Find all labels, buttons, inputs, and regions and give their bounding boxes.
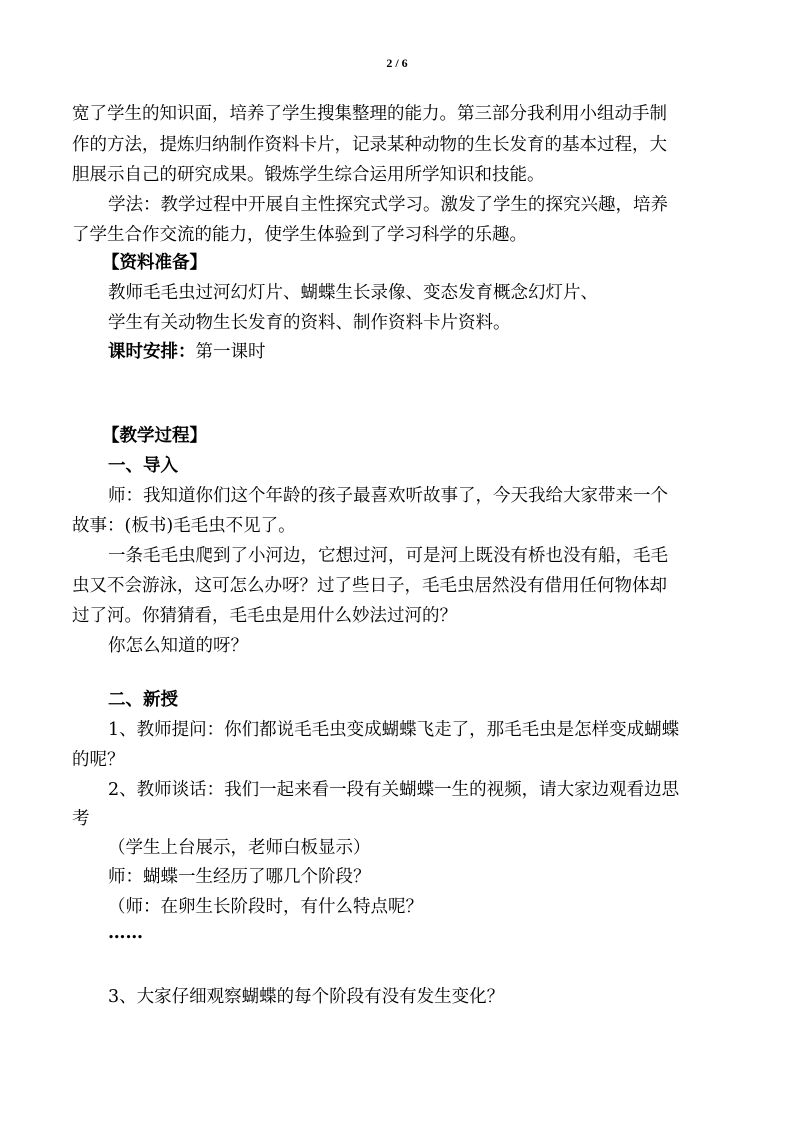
section-heading-process: 【教学过程】 — [102, 426, 207, 446]
paragraph-line: 虫又不会游泳，这可怎么办呀？过了些日子，毛毛虫居然没有借用任何物体却 — [72, 576, 667, 596]
paragraph-line: 胆展示自己的研究成果。锻炼学生综合运用所学知识和技能。 — [72, 165, 545, 185]
paragraph-line: 1、教师提问：你们都说毛毛虫变成蝴蝶飞走了，那毛毛虫是怎样变成蝴蝶 — [108, 720, 680, 740]
paragraph-line: 考 — [72, 809, 90, 829]
schedule-value: 第一课时 — [195, 342, 266, 362]
paragraph-line: 的呢？ — [72, 750, 125, 770]
paragraph-line: 2、教师谈话：我们一起来看一段有关蝴蝶一生的视频，请大家边观看边思 — [108, 780, 680, 800]
paragraph-line: 3、大家仔细观察蝴蝶的每个阶段有没有发生变化？ — [108, 987, 505, 1007]
section-heading-materials: 【资料准备】 — [102, 253, 207, 273]
paragraph-line: 学法：教学过程中开展自主性探究式学习。激发了学生的探究兴趣，培养 — [108, 195, 668, 215]
schedule-label: 课时安排： — [108, 342, 196, 362]
paragraph-line: （学生上台展示，老师白板显示） — [108, 838, 371, 858]
page-number: 2 / 6 — [386, 56, 408, 70]
paragraph-line: 你怎么知道的呀？ — [108, 636, 248, 656]
paragraph-line: 过了河。你猜猜看，毛毛虫是用什么妙法过河的？ — [72, 606, 457, 626]
paragraph-line: 了学生合作交流的能力，使学生体验到了学习科学的乐趣。 — [72, 225, 527, 245]
schedule-line — [108, 341, 768, 363]
paragraph-line: 作的方法，提炼归纳制作资料卡片，记录某种动物的生长发育的基本过程，大 — [72, 135, 667, 155]
paragraph-line: 教师毛毛虫过河幻灯片、蝴蝶生长录像、变态发育概念幻灯片、 — [108, 283, 598, 303]
paragraph-line: 宽了学生的知识面，培养了学生搜集整理的能力。第三部分我利用小组动手制 — [72, 104, 667, 124]
subsection-heading-new: 二、新授 — [108, 690, 178, 710]
paragraph-line: 故事：(板书)毛毛虫不见了。 — [72, 516, 296, 536]
paragraph-line: 一条毛毛虫爬到了小河边，它想过河，可是河上既没有桥也没有船，毛毛 — [108, 546, 668, 566]
ellipsis: …… — [108, 923, 143, 943]
subsection-heading-intro: 一、导入 — [108, 456, 178, 476]
paragraph-line: （师：在卵生长阶段时，有什么特点呢？ — [108, 897, 423, 917]
paragraph-line: 师：我知道你们这个年龄的孩子最喜欢听故事了，今天我给大家带来一个 — [108, 486, 668, 506]
paragraph-line: 师：蝴蝶一生经历了哪几个阶段？ — [108, 867, 371, 887]
paragraph-line: 学生有关动物生长发育的资料、制作资料卡片资料。 — [108, 313, 511, 333]
